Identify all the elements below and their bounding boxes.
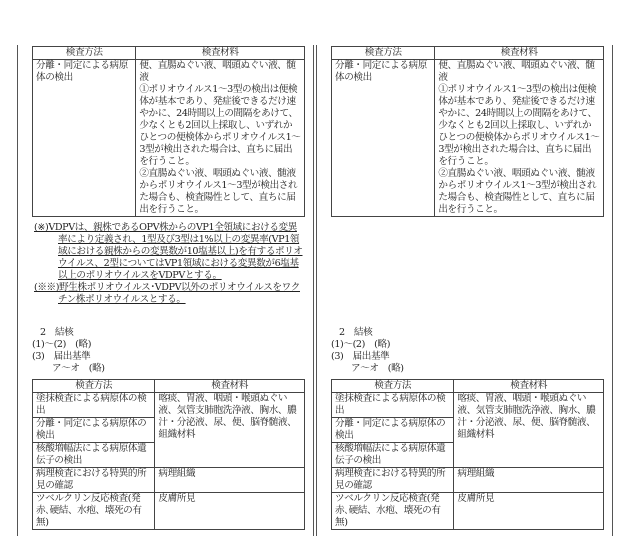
header-material: 検査材料 <box>454 380 604 393</box>
section-item-1: (1)～(2) (略) <box>32 339 92 350</box>
tb-test-table <box>32 379 305 530</box>
material-note-2: ②直腸ぬぐい液、咽頭ぬぐい液、髄液からポリオウイルス1～3型が検出された場合も、検査陽性として、直ちに届出を行うこと。 <box>139 168 298 215</box>
method-cell: 病理検査における特異的所見の確認 <box>332 468 454 493</box>
method-cell: 核酸増幅法による病原体遺伝子の検出 <box>33 443 155 468</box>
material-note-1: ①ポリオウイルス1～3型の検出は便検体が基本であり、発症後できるだけ速やかに、24時間以上の間隔をあけて、少なくとも2回以上採取し、いずれかひとつの便検体からポリオウイルス1～3型が検出された場合は、直ちに届出を行うこと。 <box>438 84 600 167</box>
method-cell: 分離・同定による病原体の検出 <box>33 418 155 443</box>
material-cell: 皮膚所見 <box>454 493 604 530</box>
header-material: 検査材料 <box>435 47 604 60</box>
header-method: 検査方法 <box>33 380 155 393</box>
header-method: 検査方法 <box>33 47 136 60</box>
material-note-1: ①ポリオウイルス1～3型の検出は便検体が基本であり、発症後できるだけ速やかに、24時間以上の間隔をあけて、少なくとも2回以上採取し、いずれかひとつの便検体からポリオウイルス1～3型が検出された場合は、直ちに届出を行うこと。 <box>139 84 301 167</box>
section-title: 2 結核 <box>40 327 74 338</box>
material-cell: 病理組織 <box>155 468 305 493</box>
notes <box>34 222 305 306</box>
section-sub: ア～オ (略) <box>351 363 404 374</box>
section-sub: ア～オ (略) <box>52 363 105 374</box>
left-column-bottom <box>17 312 314 536</box>
right-column-top <box>316 45 613 312</box>
method-cell: 分離・同定による病原体の検出 <box>332 60 435 217</box>
method-cell: 塗抹検査による病原体の検出 <box>33 393 155 418</box>
right-column-bottom <box>316 312 613 536</box>
material-line: 便、直腸ぬぐい液、咽頭ぬぐい液、髄液 <box>438 60 595 83</box>
section-title: 2 結核 <box>339 327 373 338</box>
polio-test-table <box>331 46 604 217</box>
comparison-page <box>17 45 630 536</box>
polio-test-table <box>32 46 305 217</box>
method-cell: 分離・同定による病原体の検出 <box>332 418 454 443</box>
method-cell: 核酸増幅法による病原体遺伝子の検出 <box>332 443 454 468</box>
method-cell: 塗抹検査による病原体の検出 <box>332 393 454 418</box>
section-block <box>331 327 604 375</box>
material-note-2: ②直腸ぬぐい液、咽頭ぬぐい液、髄液からポリオウイルス1～3型が検出された場合も、検査陽性として、直ちに届出を行うこと。 <box>438 168 597 215</box>
method-cell: 病理検査における特異的所見の確認 <box>33 468 155 493</box>
material-cell: 皮膚所見 <box>155 493 305 530</box>
header-method: 検査方法 <box>332 47 435 60</box>
method-cell: ツベルクリン反応検査(発赤､硬結、水疱、壊死の有無) <box>33 493 155 530</box>
note-vaccine: (※※)野生株ポリオウイルス･VDPV以外のポリオウイルスをワクチン株ポリオウイルスとする。 <box>34 282 300 305</box>
tb-test-table <box>331 379 604 530</box>
note-vdpv: (※)VDPVは、親株であるOPV株からのVP1全領域における変異率により定義され、1型及び3型は1%以上の変異率(VP1領域における親株からの変異数が10塩基以上)を有するポリオウイルス、2型についてはVP1領域における変異数が6塩基以上のポリオウイルスをVDPVとする。 <box>34 222 303 281</box>
method-cell: ツベルクリン反応検査(発赤､硬結、水疱、壊死の有無) <box>332 493 454 530</box>
material-cell: 病理組織 <box>454 468 604 493</box>
material-cell: 喀痰、胃液、咽頭・喉頭ぬぐい液、気管支肺胞洗浄液、胸水、膿汁・分泌液、尿、便、脳脊髄液、組織材料 <box>454 393 604 468</box>
header-material: 検査材料 <box>136 47 305 60</box>
section-block <box>32 327 305 375</box>
method-cell: 分離・同定による病原体の検出 <box>33 60 136 217</box>
header-method: 検査方法 <box>332 380 454 393</box>
material-line: 便、直腸ぬぐい液、咽頭ぬぐい液、髄液 <box>139 60 296 83</box>
section-item-3: (3) 届出基準 <box>331 351 390 362</box>
section-item-3: (3) 届出基準 <box>32 351 91 362</box>
section-item-1: (1)～(2) (略) <box>331 339 391 350</box>
material-cell <box>136 60 305 217</box>
header-material: 検査材料 <box>155 380 305 393</box>
material-cell <box>435 60 604 217</box>
material-cell: 喀痰、胃液、咽頭・喉頭ぬぐい液、気管支肺胞洗浄液、胸水、膿汁・分泌液、尿、便、脳脊髄液、組織材料 <box>155 393 305 468</box>
left-column-top <box>17 45 314 312</box>
